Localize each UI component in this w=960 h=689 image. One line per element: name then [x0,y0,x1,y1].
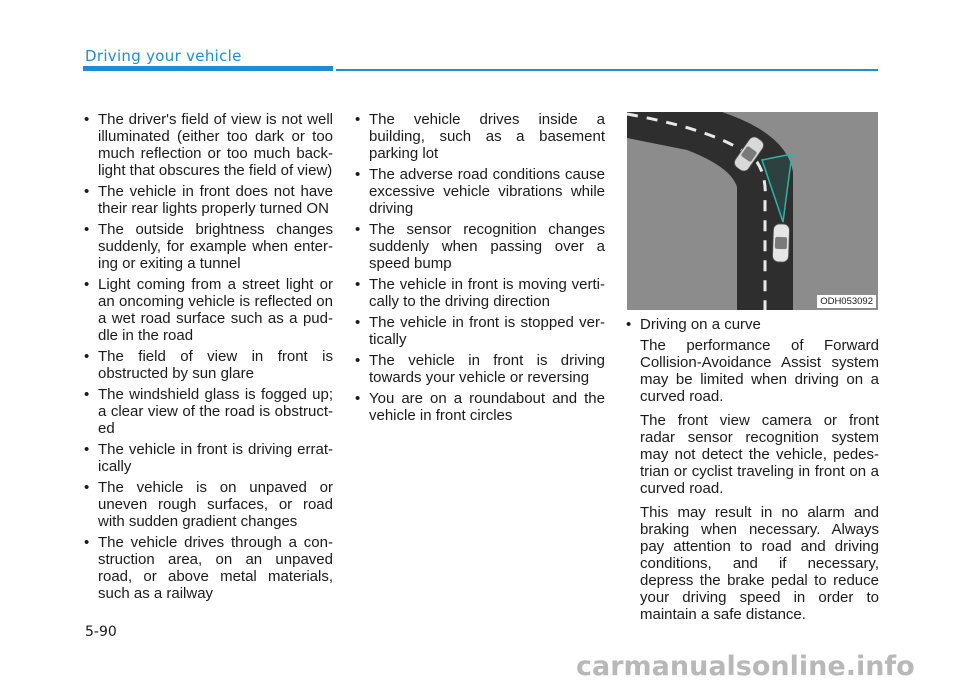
list-item: • The field of view in front is obstructed by sun glare [83,348,333,382]
list-item: • You are on a roundabout and the vehicle in front circles [354,390,605,424]
list-item: • The vehicle in front is stopped ver-tically [354,314,605,348]
list-item: • The vehicle drives through a con-struction area, on an unpaved road, or above metal materials, such as a railway [83,534,333,602]
header-rule-thick [83,66,333,71]
curved-road-figure [627,112,878,310]
list-item: • The vehicle in front is moving verti-cally to the driving direction [354,276,605,310]
list-item: • The driver's field of view is not well illuminated (either too dark or too much reflection or too much back-light that obscures the field of view) [83,111,333,179]
curve-paragraph-1: The performance of Forward Collision-Avoidance Assist system may be limited when driving on a curved road. [640,337,879,405]
list-item: • Light coming from a street light or an oncoming vehicle is reflected on a wet road surface such as a pud-dle in the road [83,276,333,344]
list-item: • The vehicle drives inside a building, such as a basement parking lot [354,111,605,162]
list-item: • Driving on a curve [625,316,879,333]
list-item: • The sensor recognition changes suddenly when passing over a speed bump [354,221,605,272]
list-item: • The outside brightness changes suddenly, for example when enter-ing or exiting a tunnel [83,221,333,272]
limitation-list-2 [354,111,605,424]
curved-road-illustration-icon [627,112,878,310]
section-title: Driving your vehicle [85,47,242,65]
figure-caption: ODH053092 [817,295,876,308]
list-item: • The adverse road conditions cause excessive vehicle vibrations while driving [354,166,605,217]
page-number: 5-90 [85,624,117,640]
header-rule-thin [336,69,878,71]
limitation-list-1 [83,111,333,602]
column-1 [83,111,333,606]
list-item: • The windshield glass is fogged up; a clear view of the road is obstruct-ed [83,386,333,437]
list-item: • The vehicle in front is driving towards your vehicle or reversing [354,352,605,386]
column-2 [354,111,605,428]
watermark[interactable]: carmanualsonline.info [576,651,915,682]
curve-paragraph-3: This may result in no alarm and braking when necessary. Always pay attention to road and driving conditions, and if necessary, depress the brake pedal to reduce your driving speed in order to maintain a safe distance. [640,504,879,623]
list-item: • The vehicle in front is driving errat-ically [83,441,333,475]
curve-list [625,316,879,333]
column-3 [625,316,879,630]
list-item: • The vehicle in front does not have their rear lights properly turned ON [83,183,333,217]
list-item: • The vehicle is on unpaved or uneven rough surfaces, or road with sudden gradient changes [83,479,333,530]
curve-paragraph-2: The front view camera or front radar sensor recognition system may not detect the vehicle, pedes-trian or cyclist traveling in front on a curved road. [640,412,879,497]
